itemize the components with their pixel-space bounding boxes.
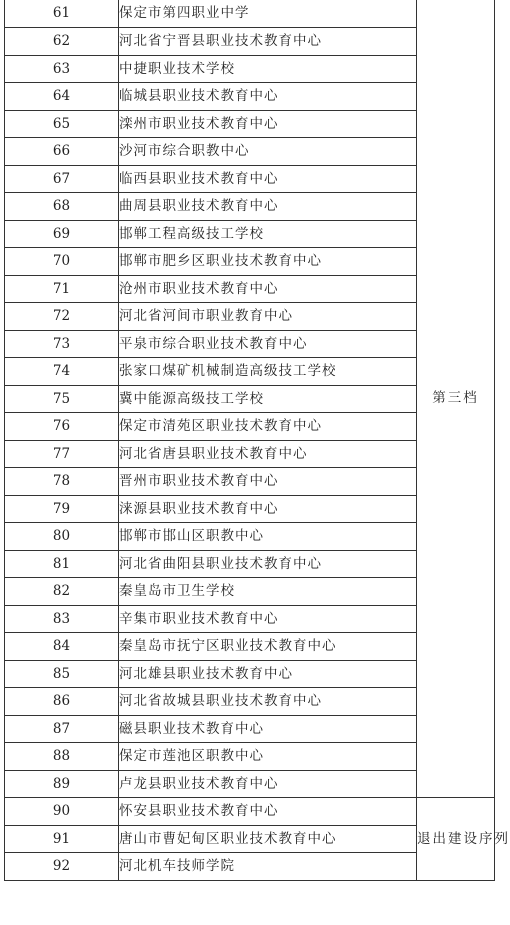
row-number: 86 bbox=[5, 688, 119, 716]
row-number: 81 bbox=[5, 550, 119, 578]
school-name: 平泉市综合职业技术教育中心 bbox=[119, 330, 417, 358]
school-name: 邯郸市邯山区职教中心 bbox=[119, 523, 417, 551]
school-name: 河北省故城县职业技术教育中心 bbox=[119, 688, 417, 716]
row-number: 65 bbox=[5, 110, 119, 138]
school-name: 辛集市职业技术教育中心 bbox=[119, 605, 417, 633]
tier-group-label: 退出建设序列 bbox=[417, 798, 495, 881]
row-number: 78 bbox=[5, 468, 119, 496]
row-number: 82 bbox=[5, 578, 119, 606]
row-number: 73 bbox=[5, 330, 119, 358]
school-name: 晋州市职业技术教育中心 bbox=[119, 468, 417, 496]
school-name: 邯郸市肥乡区职业技术教育中心 bbox=[119, 248, 417, 276]
school-name: 沧州市职业技术教育中心 bbox=[119, 275, 417, 303]
table-row bbox=[5, 798, 495, 826]
row-number: 62 bbox=[5, 28, 119, 56]
school-name: 涞源县职业技术教育中心 bbox=[119, 495, 417, 523]
row-number: 71 bbox=[5, 275, 119, 303]
row-number: 84 bbox=[5, 633, 119, 661]
row-number: 83 bbox=[5, 605, 119, 633]
row-number: 64 bbox=[5, 83, 119, 111]
row-number: 70 bbox=[5, 248, 119, 276]
school-name: 磁县职业技术教育中心 bbox=[119, 715, 417, 743]
school-name: 河北机车技师学院 bbox=[119, 853, 417, 881]
row-number: 91 bbox=[5, 825, 119, 853]
school-list-table bbox=[4, 0, 510, 881]
row-number: 69 bbox=[5, 220, 119, 248]
row-number: 67 bbox=[5, 165, 119, 193]
school-name: 中捷职业技术学校 bbox=[119, 55, 417, 83]
table-row bbox=[5, 0, 495, 28]
row-number: 85 bbox=[5, 660, 119, 688]
row-number: 88 bbox=[5, 743, 119, 771]
school-name: 秦皇岛市抚宁区职业技术教育中心 bbox=[119, 633, 417, 661]
row-number: 63 bbox=[5, 55, 119, 83]
row-number: 72 bbox=[5, 303, 119, 331]
school-name: 沙河市综合职教中心 bbox=[119, 138, 417, 166]
school-name: 河北省唐县职业技术教育中心 bbox=[119, 440, 417, 468]
school-name: 秦皇岛市卫生学校 bbox=[119, 578, 417, 606]
row-number: 80 bbox=[5, 523, 119, 551]
row-number: 92 bbox=[5, 853, 119, 881]
school-name: 卢龙县职业技术教育中心 bbox=[119, 770, 417, 798]
row-number: 61 bbox=[5, 0, 119, 28]
row-number: 68 bbox=[5, 193, 119, 221]
row-number: 87 bbox=[5, 715, 119, 743]
school-name: 保定市莲池区职教中心 bbox=[119, 743, 417, 771]
school-name: 河北雄县职业技术教育中心 bbox=[119, 660, 417, 688]
row-number: 77 bbox=[5, 440, 119, 468]
row-number: 90 bbox=[5, 798, 119, 826]
school-name: 河北省宁晋县职业技术教育中心 bbox=[119, 28, 417, 56]
school-name: 邯郸工程高级技工学校 bbox=[119, 220, 417, 248]
school-name: 临城县职业技术教育中心 bbox=[119, 83, 417, 111]
school-name: 保定市清苑区职业技术教育中心 bbox=[119, 413, 417, 441]
school-name: 临西县职业技术教育中心 bbox=[119, 165, 417, 193]
school-name: 怀安县职业技术教育中心 bbox=[119, 798, 417, 826]
tier-group-label: 第三档 bbox=[417, 0, 495, 798]
row-number: 79 bbox=[5, 495, 119, 523]
school-name: 河北省河间市职业教育中心 bbox=[119, 303, 417, 331]
row-number: 75 bbox=[5, 385, 119, 413]
school-name: 河北省曲阳县职业技术教育中心 bbox=[119, 550, 417, 578]
school-name: 曲周县职业技术教育中心 bbox=[119, 193, 417, 221]
school-name: 保定市第四职业中学 bbox=[119, 0, 417, 28]
school-name: 滦州市职业技术教育中心 bbox=[119, 110, 417, 138]
row-number: 74 bbox=[5, 358, 119, 386]
row-number: 89 bbox=[5, 770, 119, 798]
school-name: 张家口煤矿机械制造高级技工学校 bbox=[119, 358, 417, 386]
row-number: 66 bbox=[5, 138, 119, 166]
school-name: 冀中能源高级技工学校 bbox=[119, 385, 417, 413]
school-list-body bbox=[5, 0, 510, 880]
school-name: 唐山市曹妃甸区职业技术教育中心 bbox=[119, 825, 417, 853]
row-number: 76 bbox=[5, 413, 119, 441]
